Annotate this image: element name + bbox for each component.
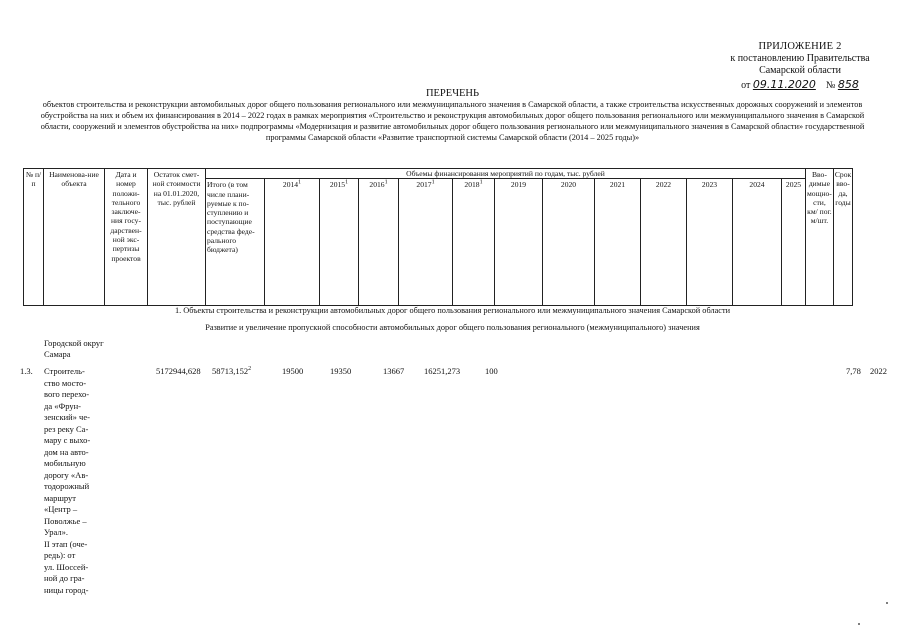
col-capacity-header: Вво-димые мощно-сти, км/ пог. м/шт.: [806, 169, 834, 306]
col-no-header: № п/п: [24, 169, 44, 306]
col-year-2017: 2017$^1$: [399, 179, 453, 306]
term-value: 2022: [870, 366, 887, 376]
value-2017: 16251,273: [424, 366, 461, 376]
col-year-2020: 2020: [543, 179, 595, 306]
col-year-2021: 2021: [595, 179, 641, 306]
number-label: №: [825, 80, 836, 91]
col-year-2024: 2024: [733, 179, 782, 306]
subsection-heading: Развитие и увеличение пропускной способности автомобильных дорог общего пользования регионального (межмуниципального) значения: [205, 323, 700, 332]
value-2014: 19500: [282, 366, 304, 376]
capacity-value: 7,78: [846, 366, 861, 376]
resolution-number: 858: [837, 78, 859, 91]
resolution-date: 09.11.2020: [752, 78, 816, 91]
col-date-header: Дата и номер положи-тельного заключе-ния госу-дарствен-ной экс-пертизы проектов: [105, 169, 148, 306]
scan-speck: [886, 602, 888, 604]
document-description: объектов строительства и реконструкции автомобильных дорог общего пользования регионального или межмуниципального значения в Самарской области, а также строительства искусственных дорожных сооружений и элементов обустройства на них и объем их финансирования в 2014 – 2022 годах в рамках мероприятия «Строительство и реконструкция автомобильных дорог общего пользования регионального или межмуниципального значения в Самарской области, сооружений и элементов обустройства на них» подпрограммы «Модернизация и развитие автомобильных дорог общего пользования регионального или межмуниципального значения в Самарской области» государственной программы Самарской области «Развитие транспортной системы Самарской области (2014 – 2025 годы)»: [40, 100, 865, 142]
col-total-header: Итого (в том числе плани-руемые к по-ступлению и поступающие средства феде-рального бюджета): [206, 179, 265, 306]
col-term-header: Срок вво-да, годы: [833, 169, 852, 306]
col-year-2023: 2023: [687, 179, 733, 306]
col-volumes-header: Объемы финансирования мероприятий по годам, тыс. рублей: [206, 169, 806, 179]
col-year-2025: 2025: [782, 179, 806, 306]
appendix-line1: к постановлению Правительства: [730, 53, 870, 64]
scan-speck: [858, 623, 860, 625]
col-name-header: Наименова-ние объекта: [44, 169, 105, 306]
appendix-title: ПРИЛОЖЕНИЕ 2: [758, 41, 842, 52]
col-year-2014: 2014$^1$: [265, 179, 320, 306]
row-number: 1.3.: [20, 366, 33, 376]
from-label: от: [741, 80, 751, 91]
value-2016: 13667: [383, 366, 405, 376]
value-2015: 19350: [330, 366, 352, 376]
col-year-2015: 2015$^1$: [320, 179, 359, 306]
appendix-line2: Самарской области: [759, 65, 841, 76]
col-year-2016: 2016$^1$: [359, 179, 399, 306]
remainder-value: 5172944,628: [156, 366, 201, 376]
financing-table-header: [23, 168, 853, 306]
object-name: Строитель- ство мосто- вого перехо- да «Фрун- зенский» че- рез реку Са- мару с выхо- дом на авто- мобильную дорогу «Ав- тодорожный маршрут «Центр – Поволжье – Урал». II этап (оче- редь): от ул. Шоссей- ной до гра- ницы город-: [44, 366, 91, 595]
total-value: 58713,152$^2$: [212, 366, 252, 376]
appendix-block: [700, 41, 900, 92]
value-2018: 100: [485, 366, 498, 376]
document-title: ПЕРЕЧЕНЬ: [425, 88, 480, 99]
col-year-2019: 2019: [495, 179, 543, 306]
section-heading: 1. Объекты строительства и реконструкции автомобильных дорог общего пользования регионального или межмуниципального значения Самарской области: [174, 306, 731, 315]
col-year-2022: 2022: [641, 179, 687, 306]
col-year-2018: 2018$^1$: [453, 179, 495, 306]
col-remainder-header: Остаток смет-ной стоимости на 01.01.2020, тыс. рублей: [148, 169, 206, 306]
district-label: Городской округ Самара: [44, 338, 104, 359]
